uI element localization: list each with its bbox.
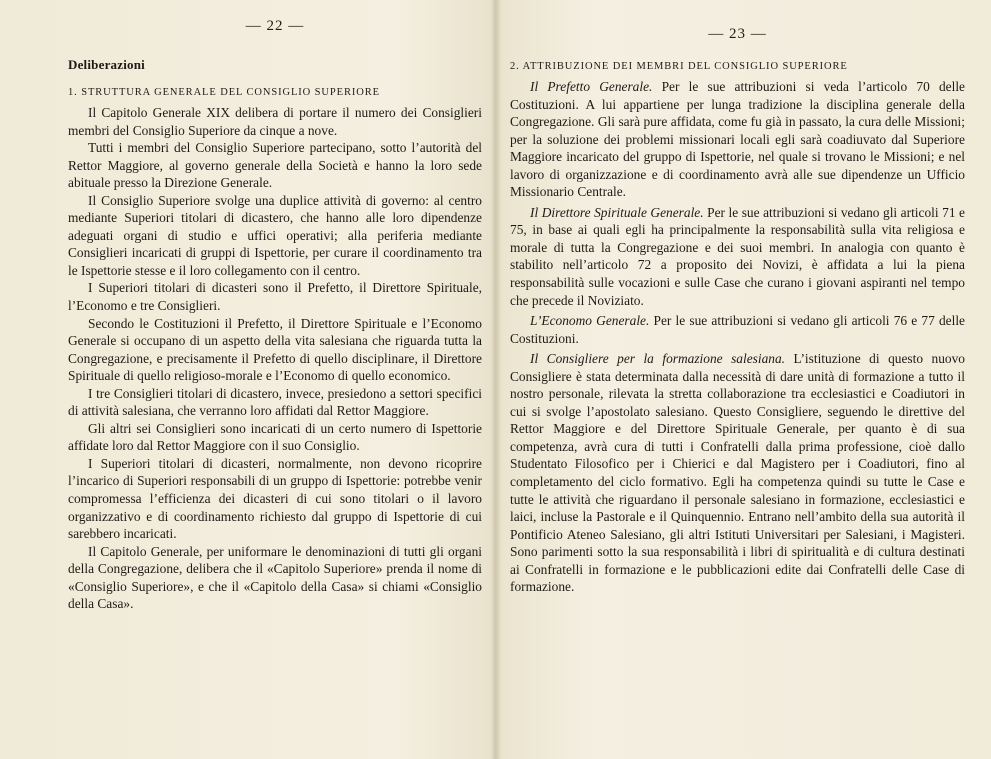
paragraph: [510, 78, 965, 201]
paragraph-lead: Il Direttore Spirituale Generale.: [530, 204, 704, 220]
paragraph: Gli altri sei Consiglieri sono incaricati di un certo numero di Ispettorie affidate loro dal Rettor Maggiore con il suo Consiglio.: [68, 420, 482, 454]
paragraph: I Superiori titolari di dicasteri, normalmente, non devono ricoprire l’incarico di Superiori responsabili di un gruppo di Ispettorie: potrebbe venir compromessa l’efficienza dei dicasteri di cui sono titolari o il lavoro organizzativo e di coordinamento richiesto dal gruppo di Ispettorie di cui sarebbero incaricati.: [68, 455, 482, 542]
paragraph: Secondo le Costituzioni il Prefetto, il Direttore Spirituale e l’Economo Generale si occupano di un aspetto della vita salesiana che riguarda tutta la Congregazione, e precisamente il Prefetto di quello disciplinare, il Direttore Spirituale di quello religioso-morale e l’Economo di quello economico.: [68, 315, 482, 384]
paragraph: Il Capitolo Generale, per uniformare le denominazioni di tutti gli organi della Congregazione, delibera che il «Capitolo Superiore» prenda il nome di «Consiglio Superiore», e che il «Capitolo della Casa» si chiami «Consiglio della Casa».: [68, 543, 482, 612]
subheading: 1. STRUTTURA GENERALE DEL CONSIGLIO SUPERIORE: [68, 87, 380, 98]
right-page: [496, 0, 991, 759]
paragraph-lead: Il Prefetto Generale.: [530, 79, 653, 94]
paragraph-text: Per le sue attribuzioni si vedano gli articoli 71 e 75, in base ai quali egli ha principalmente la responsabilità sulla vita religiosa e morale di tutta la Congregazione e dei suoi membri. In analogia con quanto è stabilito nell’articolo 72 a proposito dei Novizi, è affidata a lui la piena responsabilità sulle vocazioni e sulle Case che curano i giovani aspiranti nel tempo che precede il Noviziato.: [510, 204, 965, 308]
subheading: 2. ATTRIBUZIONE DEI MEMBRI DEL CONSIGLIO SUPERIORE: [510, 61, 848, 72]
section-title: Deliberazioni: [68, 57, 145, 72]
paragraph: Il Consiglio Superiore svolge una duplice attività di governo: al centro mediante Superiori titolari di dicastero, che hanno alle loro dipendenze adeguati organi di studio e uffici operativi; alla periferia mediante Consiglieri incaricati di gruppi di Ispettorie, per curare il coordinamento tra le Ispettorie stesse e il loro collegamento con il centro.: [68, 192, 482, 278]
paragraph: Il Capitolo Generale XIX delibera di portare il numero dei Consiglieri membri del Consiglio Superiore da cinque a nove.: [68, 105, 482, 138]
paragraph-lead: Il Consigliere per la formazione salesiana.: [530, 351, 786, 367]
page-number: — 23 —: [708, 26, 767, 42]
paragraph-text: L’istituzione di questo nuovo Consigliere è stata determinata dalla necessità di dare unità di formazione a tutto il nostro personale, rilevata la stretta collaborazione tra ecclesiastici e Coadiutori in cui si svolge l’apostolato salesiano. Questo Consigliere, seguendo le direttive del Rettor Maggiore e del Direttore Spirituale Generale, per quanto è di sua competenza, avrà cura di tutti i Confratelli dalla prima professione, cioè dallo Studentato Filosofico per i Chierici e dal Magistero per i Coadiutori, fino al completamento del ciclo formativo. Egli ha competenza quindi su tutte le Case e tutte le attività che riguardano il personale salesiano in formazione, ecclesiastici e laici, incluse la Pastorale e il Quinquennio. Entrano nell’ambito della sua autorità il Pontificio Ateneo Salesiano, gli altri Istituti Universitari per Salesiani, i Magisteri. Sono parimenti sotto la sua responsabilità i libri di spiritualità e di cultura destinati ai Confratelli in formazione e le pubblicazioni edite dai Confratelli delle Case di formazione.: [510, 351, 965, 595]
paragraph-text: Per le sue attribuzioni si veda l’articolo 70 delle Costituzioni. A lui appartiene per lunga tradizione la disciplina generale della Congregazione. Gli sarà pure affidata, come fu già in passato, la cura delle Missioni; per la soluzione dei problemi missionari locali egli sarà coadiuvato dal Superiore Maggiore incaricato del gruppo di Ispettorie, nel quale si trovano le Missioni; e nel lavoro di organizzazione e di coordinamento avrà alle sue dipendenze un Ufficio Missionario Centrale.: [510, 79, 965, 200]
paragraph: [510, 204, 965, 309]
paragraph: [510, 350, 965, 596]
paragraph: Tutti i membri del Consiglio Superiore partecipano, sotto l’autorità del Rettor Maggiore, al governo generale della Società e hanno la loro sede abituale presso la Direzione Generale.: [68, 140, 482, 191]
paragraph-text: Per le sue attribuzioni si vedano gli articoli 76 e 77 delle Costituzioni.: [510, 313, 965, 346]
paragraph: [510, 312, 965, 347]
paragraph: I tre Consiglieri titolari di dicastero, invece, presiedono a settori specifici di attività salesiana, che verranno loro affidati dal Rettor Maggiore.: [68, 385, 482, 419]
page-number: — 22 —: [245, 18, 305, 34]
paragraph-lead: L’Economo Generale.: [530, 313, 650, 329]
paragraph: I Superiori titolari di dicasteri sono il Prefetto, il Direttore Spirituale, l’Economo e tre Consiglieri.: [68, 280, 482, 314]
